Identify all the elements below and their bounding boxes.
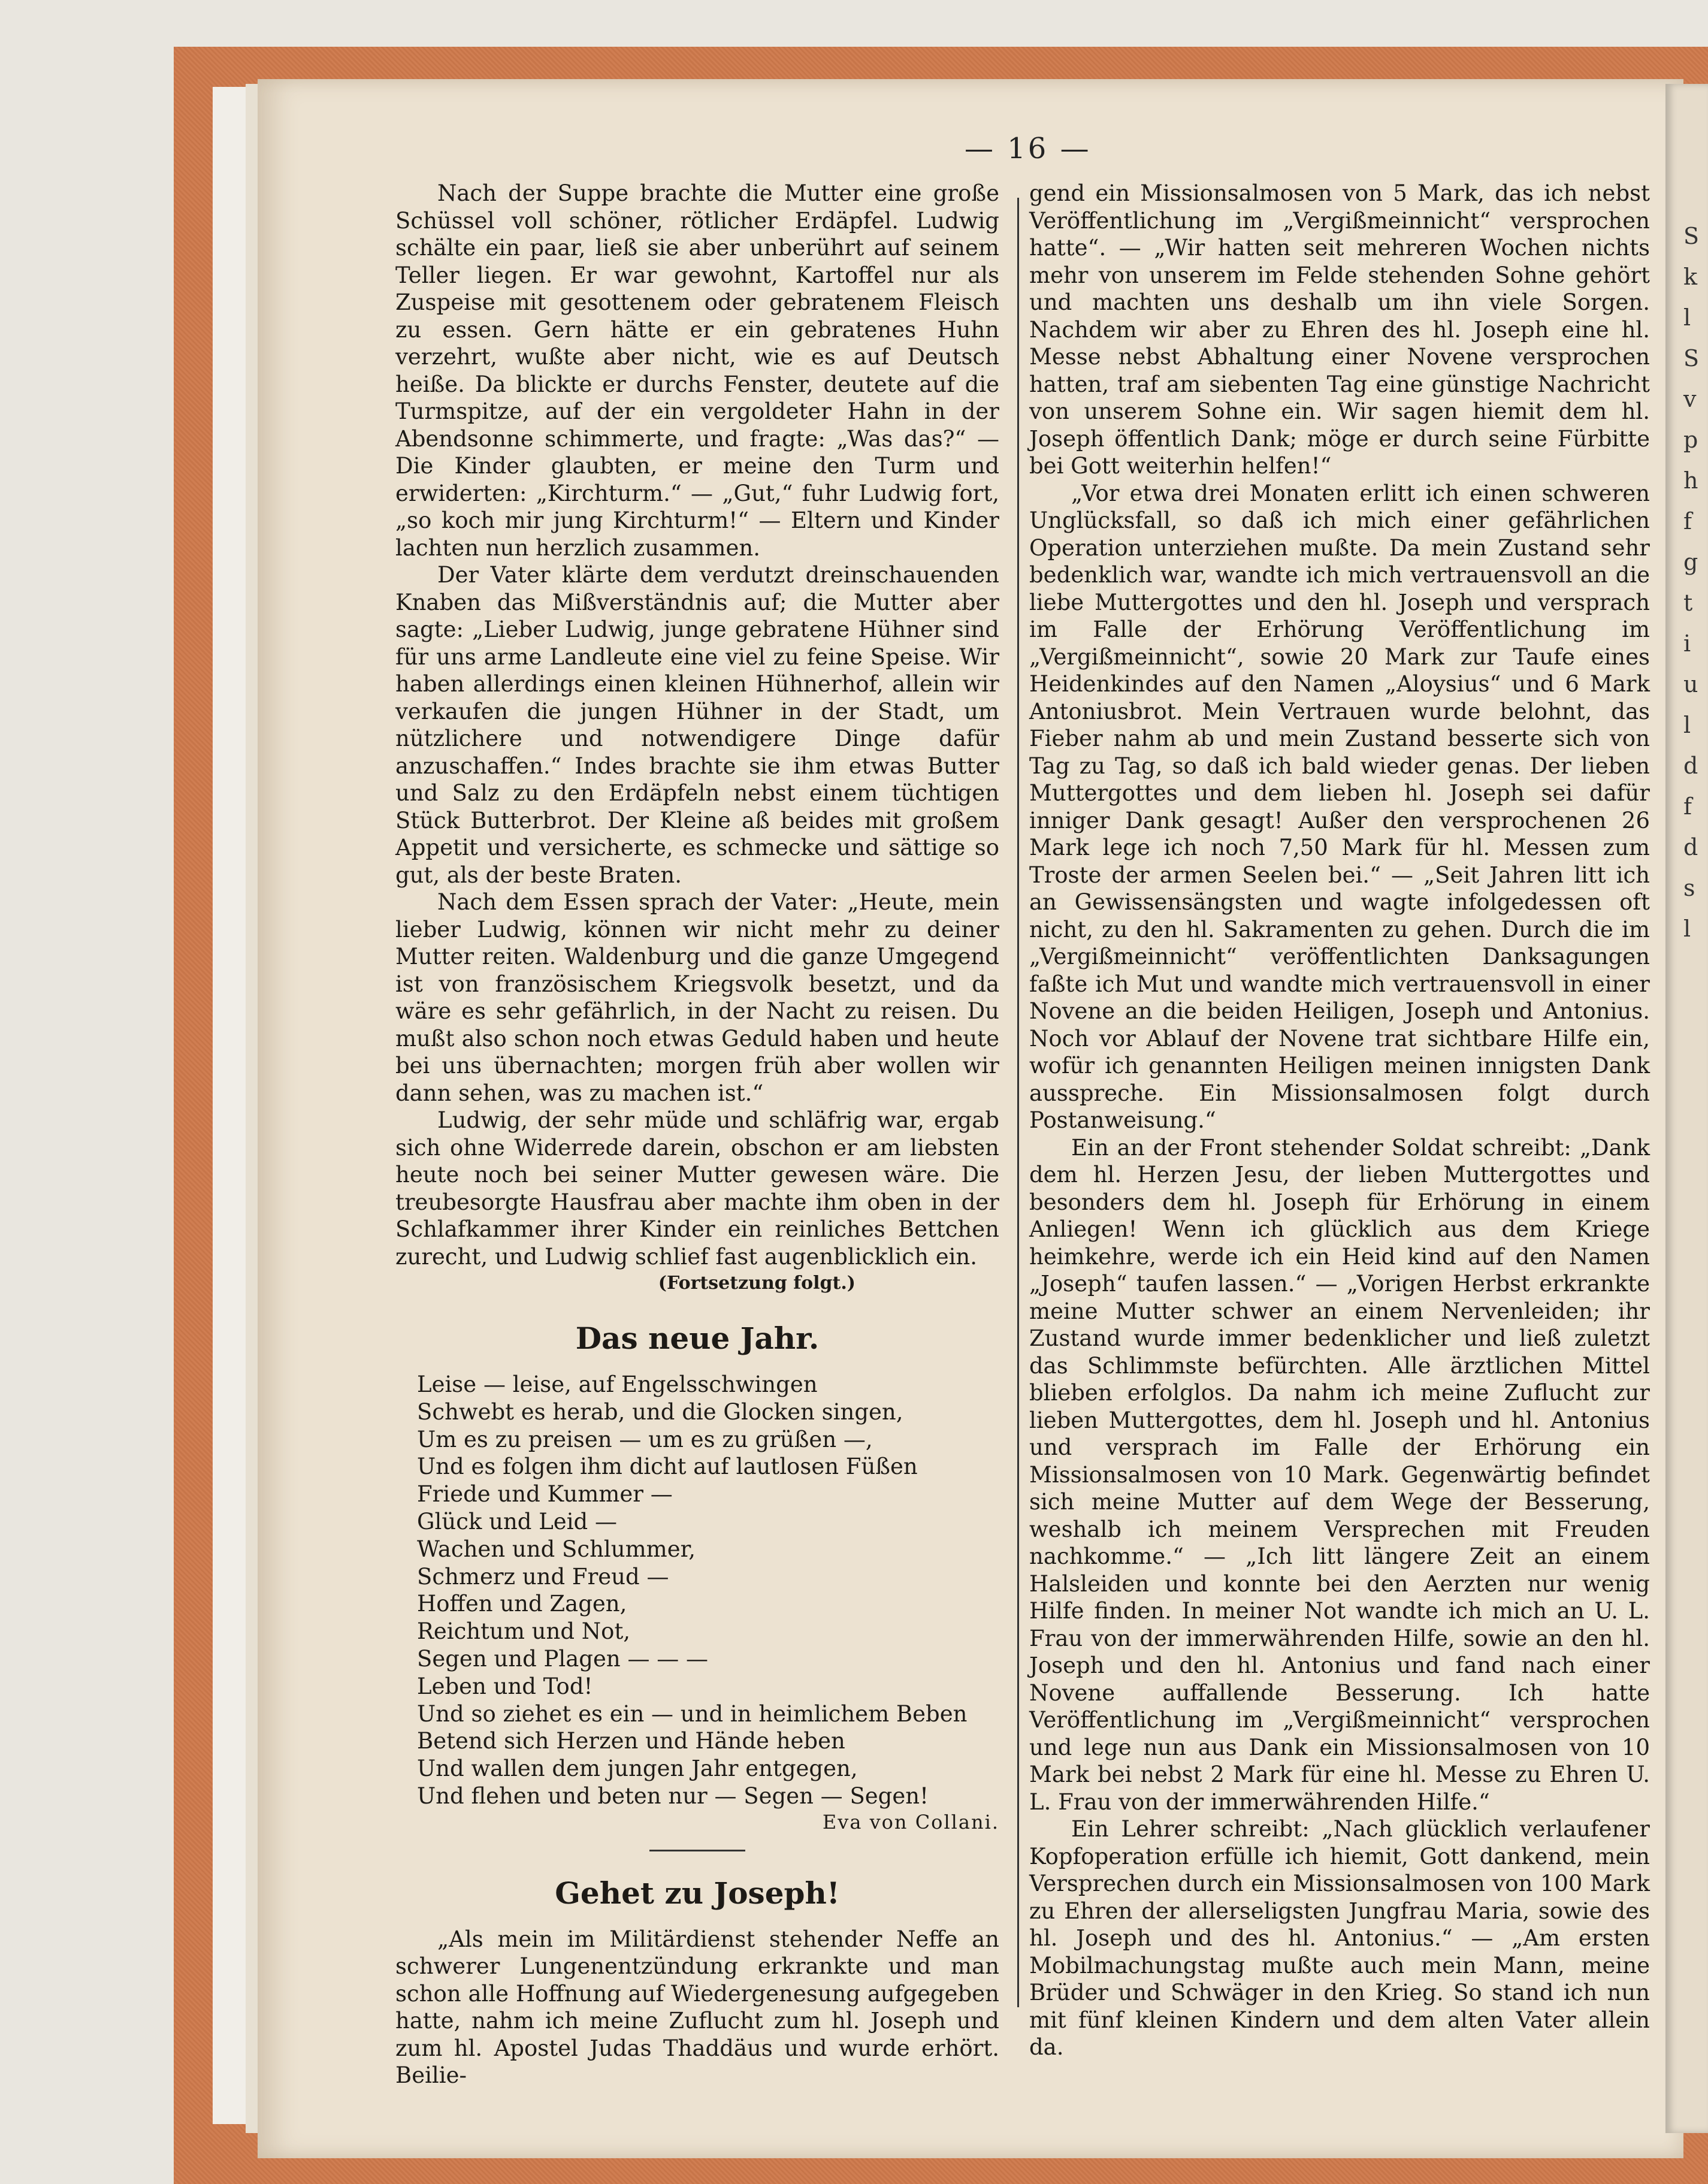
- next-page-glyph: f: [1683, 508, 1692, 534]
- next-page-glyph: k: [1683, 264, 1698, 290]
- next-page-glyph: l: [1683, 712, 1691, 738]
- next-page-glyph: i: [1683, 630, 1691, 657]
- section-title: Gehet zu Joseph!: [555, 1875, 840, 1911]
- next-page-letters: [1683, 216, 1701, 949]
- next-page-glyph: S: [1683, 223, 1700, 249]
- right-column: [1029, 180, 1650, 2061]
- continuation-note: (Fortsetzung folgt.): [658, 1273, 855, 1294]
- poem-author: Eva von Collani.: [822, 1810, 999, 1833]
- letter-paragraph: „Vor etwa drei Monaten erlitt ich einen schweren Unglücksfall, so daß ich mich einer gefährlichen Operation unterziehen mußte. Da mein Zustand sehr bedenklich war, wandte ich mich vertrauensvoll an die liebe Muttergottes und den hl. Joseph und versprach im Falle der Erhörung Veröffentlichung im „Vergißmeinnicht“, sowie 20 Mark zur Taufe eines Heidenkindes auf den Namen „Aloysius“ und 6 Mark Antoniusbrot. Mein Vertrauen wurde belohnt, das Fieber nahm ab und mein Zustand besserte sich von Tag zu Tag, so daß ich bald wieder genas. Der lieben Muttergottes und dem lieben hl. Joseph sei dafür inniger Dank gesagt! Außer den versprochenen 26 Mark lege ich noch 7,50 Mark für hl. Messen zum Troste der armen Seelen bei.“ — „Seit Jahren litt ich an Gewissensängsten und wagte infolgedessen oft nicht, zu den hl. Sakramenten zu gehen. Durch die im „Vergißmeinnicht“ veröffentlichten Danksagungen faßte ich Mut und wandte mich vertrauensvoll in einer Novene an die beiden Heiligen, Joseph und Antonius. Noch vor Ablauf der Novene trat sichtbare Hilfe ein, wofür ich genannten Heiligen meinen innigsten Dank ausspreche. Ein Missionsalmosen folgt durch Postanweisung.“: [1029, 480, 1650, 1133]
- next-page-glyph: t: [1683, 590, 1693, 616]
- next-page-glyph: f: [1683, 793, 1692, 820]
- section-paragraph: „Als mein im Militärdienst stehender Neffe an schwerer Lungenentzündung erkrankte und man schon alle Hoffnung auf Wiedergenesung aufgegeben hatte, nahm ich meine Zuflucht zum hl. Joseph und zum hl. Apostel Judas Thaddäus und wurde erhört. Beilie-: [395, 1926, 999, 2089]
- section-divider: [649, 1850, 745, 1851]
- story-paragraph: Nach der Suppe brachte die Mutter eine große Schüssel voll schöner, rötlicher Erdäpfel. Ludwig schälte ein paar, ließ sie aber unberührt auf seinem Teller liegen. Er war gewohnt, Kartoffel nur als Zuspeise mit gesottenem oder gebratenem Fleisch zu essen. Gern hätte er ein gebratenes Huhn verzehrt, wußte aber nicht, wie es auf Deutsch heiße. Da blickte er durchs Fenster, deutete auf die Turmspitze, auf der ein vergoldeter Hahn in der Abendsonne schimmerte, und fragte: „Was das?“ — Die Kinder glaubten, er meine den Turm und erwiderten: „Kirchturm.“ — „Gut,“ fuhr Ludwig fort, „so koch mir jung Kirchturm!“ — Eltern und Kinder lachten nun herzlich zusammen.: [395, 180, 999, 561]
- poem-line: Friede und Kummer —: [417, 1481, 673, 1508]
- poem-line: Wachen und Schlummer,: [417, 1536, 696, 1562]
- poem-line: Schmerz und Freud —: [417, 1563, 669, 1590]
- poem-body: [395, 1371, 999, 1810]
- column-divider: [1017, 198, 1019, 2007]
- story-paragraph: Der Vater klärte dem verdutzt dreinschauenden Knaben das Mißverständnis auf; die Mutter aber sagte: „Lieber Ludwig, junge gebratene Hühner sind für uns arme Landleute eine viel zu feine Speise. Wir haben allerdings einen kleinen Hühnerhof, allein wir verkaufen die jungen Hühner in der Stadt, um nützlichere und notwendigere Dinge dafür anzuschaffen.“ Indes brachte sie ihm etwas Butter und Salz zu den Erdäpfeln nebst einem tüchtigen Stück Butterbrot. Der Kleine aß beides mit großem Appetit und versicherte, es schmecke und sättige so gut, als der beste Braten.: [395, 562, 999, 888]
- poem-title: Das neue Jahr.: [575, 1321, 820, 1356]
- next-page-glyph: s: [1683, 875, 1695, 901]
- story-paragraph: Ludwig, der sehr müde und schläfrig war, ergab sich ohne Widerrede darein, obschon er am liebsten heute noch bei seiner Mutter gewesen wäre. Die treubesorgte Hausfrau aber machte ihm oben in der Schlafkammer ihrer Kinder ein reinliches Bettchen zurecht, und Ludwig schlief fast augenblicklich ein.: [395, 1107, 999, 1270]
- poem-line: Segen und Plagen — — —: [417, 1645, 709, 1672]
- next-page-glyph: d: [1683, 753, 1698, 779]
- next-page-glyph: S: [1683, 345, 1700, 371]
- poem-line: Hoffen und Zagen,: [417, 1591, 627, 1617]
- next-page-glyph: u: [1683, 671, 1698, 697]
- next-page-glyph: h: [1683, 467, 1698, 494]
- poem-line: Schwebt es herab, und die Glocken singen,: [417, 1398, 903, 1425]
- next-page-glyph: p: [1683, 427, 1698, 453]
- letter-paragraph: Ein Lehrer schreibt: „Nach glücklich verlaufener Kopfoperation erfülle ich hiemit, Gott dankend, mein Versprechen durch ein Missionsalmosen von 100 Mark zu Ehren der allerseligsten Jungfrau Maria, sowie des hl. Joseph und des hl. Antonius.“ — „Am ersten Mobilmachungstag mußte auch mein Mann, meine Brüder und Schwäger in den Krieg. So stand ich nun mit fünf kleinen Kindern und dem alten Vater allein da.: [1029, 1816, 1650, 2060]
- next-page-glyph: l: [1683, 304, 1691, 331]
- letter-paragraph: gend ein Missionsalmosen von 5 Mark, das ich nebst Veröffentlichung im „Vergißmeinnicht“ versprochen hatte“. — „Wir hatten seit mehreren Wochen nichts mehr von unserem im Felde stehenden Sohne gehört und machten uns deshalb um ihn viele Sorgen. Nachdem wir aber zu Ehren des hl. Joseph eine hl. Messe nebst Abhaltung einer Novene versprochen hatten, traf am siebenten Tag eine günstige Nachricht von unserem Sohne ein. Wir sagen hiemit dem hl. Joseph öffentlich Dank; möge er durch seine Fürbitte bei Gott weiterhin helfen!“: [1029, 180, 1650, 479]
- next-page-glyph: d: [1683, 834, 1698, 860]
- page-number: — 16 —: [965, 132, 1092, 165]
- poem-line: Betend sich Herzen und Hände heben: [417, 1728, 845, 1754]
- poem-line: Und es folgen ihm dicht auf lautlosen Füßen: [417, 1454, 918, 1480]
- story-paragraph: Nach dem Essen sprach der Vater: „Heute, mein lieber Ludwig, können wir nicht mehr zu deiner Mutter reiten. Waldenburg und die ganze Umgegend ist von französischem Kriegsvolk besetzt, und da wäre es sehr gefährlich, in der Nacht zu reisen. Du mußt also schon noch etwas Geduld haben und heute bei uns übernachten; morgen früh aber wollen wir dann sehen, was zu machen ist.“: [395, 889, 999, 1106]
- poem-line: Und so ziehet es ein — und in heimlichem Beben: [417, 1700, 968, 1727]
- poem-line: Leise — leise, auf Engelsschwingen: [417, 1372, 818, 1397]
- poem-line: Glück und Leid —: [417, 1508, 617, 1534]
- letter-paragraph: Ein an der Front stehender Soldat schreibt: „Dank dem hl. Herzen Jesu, der lieben Muttergottes und besonders dem hl. Joseph für Erhörung in einem Anliegen! Wenn ich glücklich aus dem Kriege heimkehre, werde ich ein Heid kind auf den Namen „Joseph“ taufen lassen.“ — „Vorigen Herbst erkrankte meine Mutter schwer an einem Nervenleiden; ihr Zustand wurde immer bedenklicher und ließ zuletzt das Schlimmste befürchten. Alle ärztlichen Mittel blieben erfolglos. Da nahm ich meine Zuflucht zur lieben Muttergottes, dem hl. Joseph und hl. Antonius und versprach im Falle der Erhörung ein Missionsalmosen von 10 Mark. Gegenwärtig befindet sich meine Mutter auf dem Wege der Besserung, weshalb ich meinem Versprechen mit Freuden nachkomme.“ — „Ich litt längere Zeit an einem Halsleiden und konnte bei den Aerzten nur wenig Hilfe finden. In meiner Not wandte ich mich an U. L. Frau von der immerwährenden Hilfe, sowie an den hl. Joseph und den hl. Antonius und fand nach einer Novene auffallende Besserung. Ich hatte Veröffentlichung im „Vergißmeinnicht“ versprochen und lege nun aus Dank ein Missionsalmosen von 10 Mark bei nebst 2 Mark für eine hl. Messe zu Ehren U. L. Frau von der immerwährenden Hilfe.“: [1029, 1134, 1650, 1815]
- poem-line: Und wallen dem jungen Jahr entgegen,: [417, 1756, 858, 1782]
- next-page-glyph: g: [1683, 549, 1698, 575]
- poem-line: Leben und Tod!: [417, 1673, 593, 1699]
- next-page-glyph: v: [1683, 386, 1697, 412]
- poem-line: Und flehen und beten nur — Segen — Segen!: [417, 1783, 929, 1809]
- poem-line: Um es zu preisen — um es zu grüßen —,: [417, 1426, 873, 1452]
- left-column: [395, 180, 999, 2089]
- poem-line: Reichtum und Not,: [417, 1618, 631, 1645]
- next-page-glyph: l: [1683, 916, 1691, 942]
